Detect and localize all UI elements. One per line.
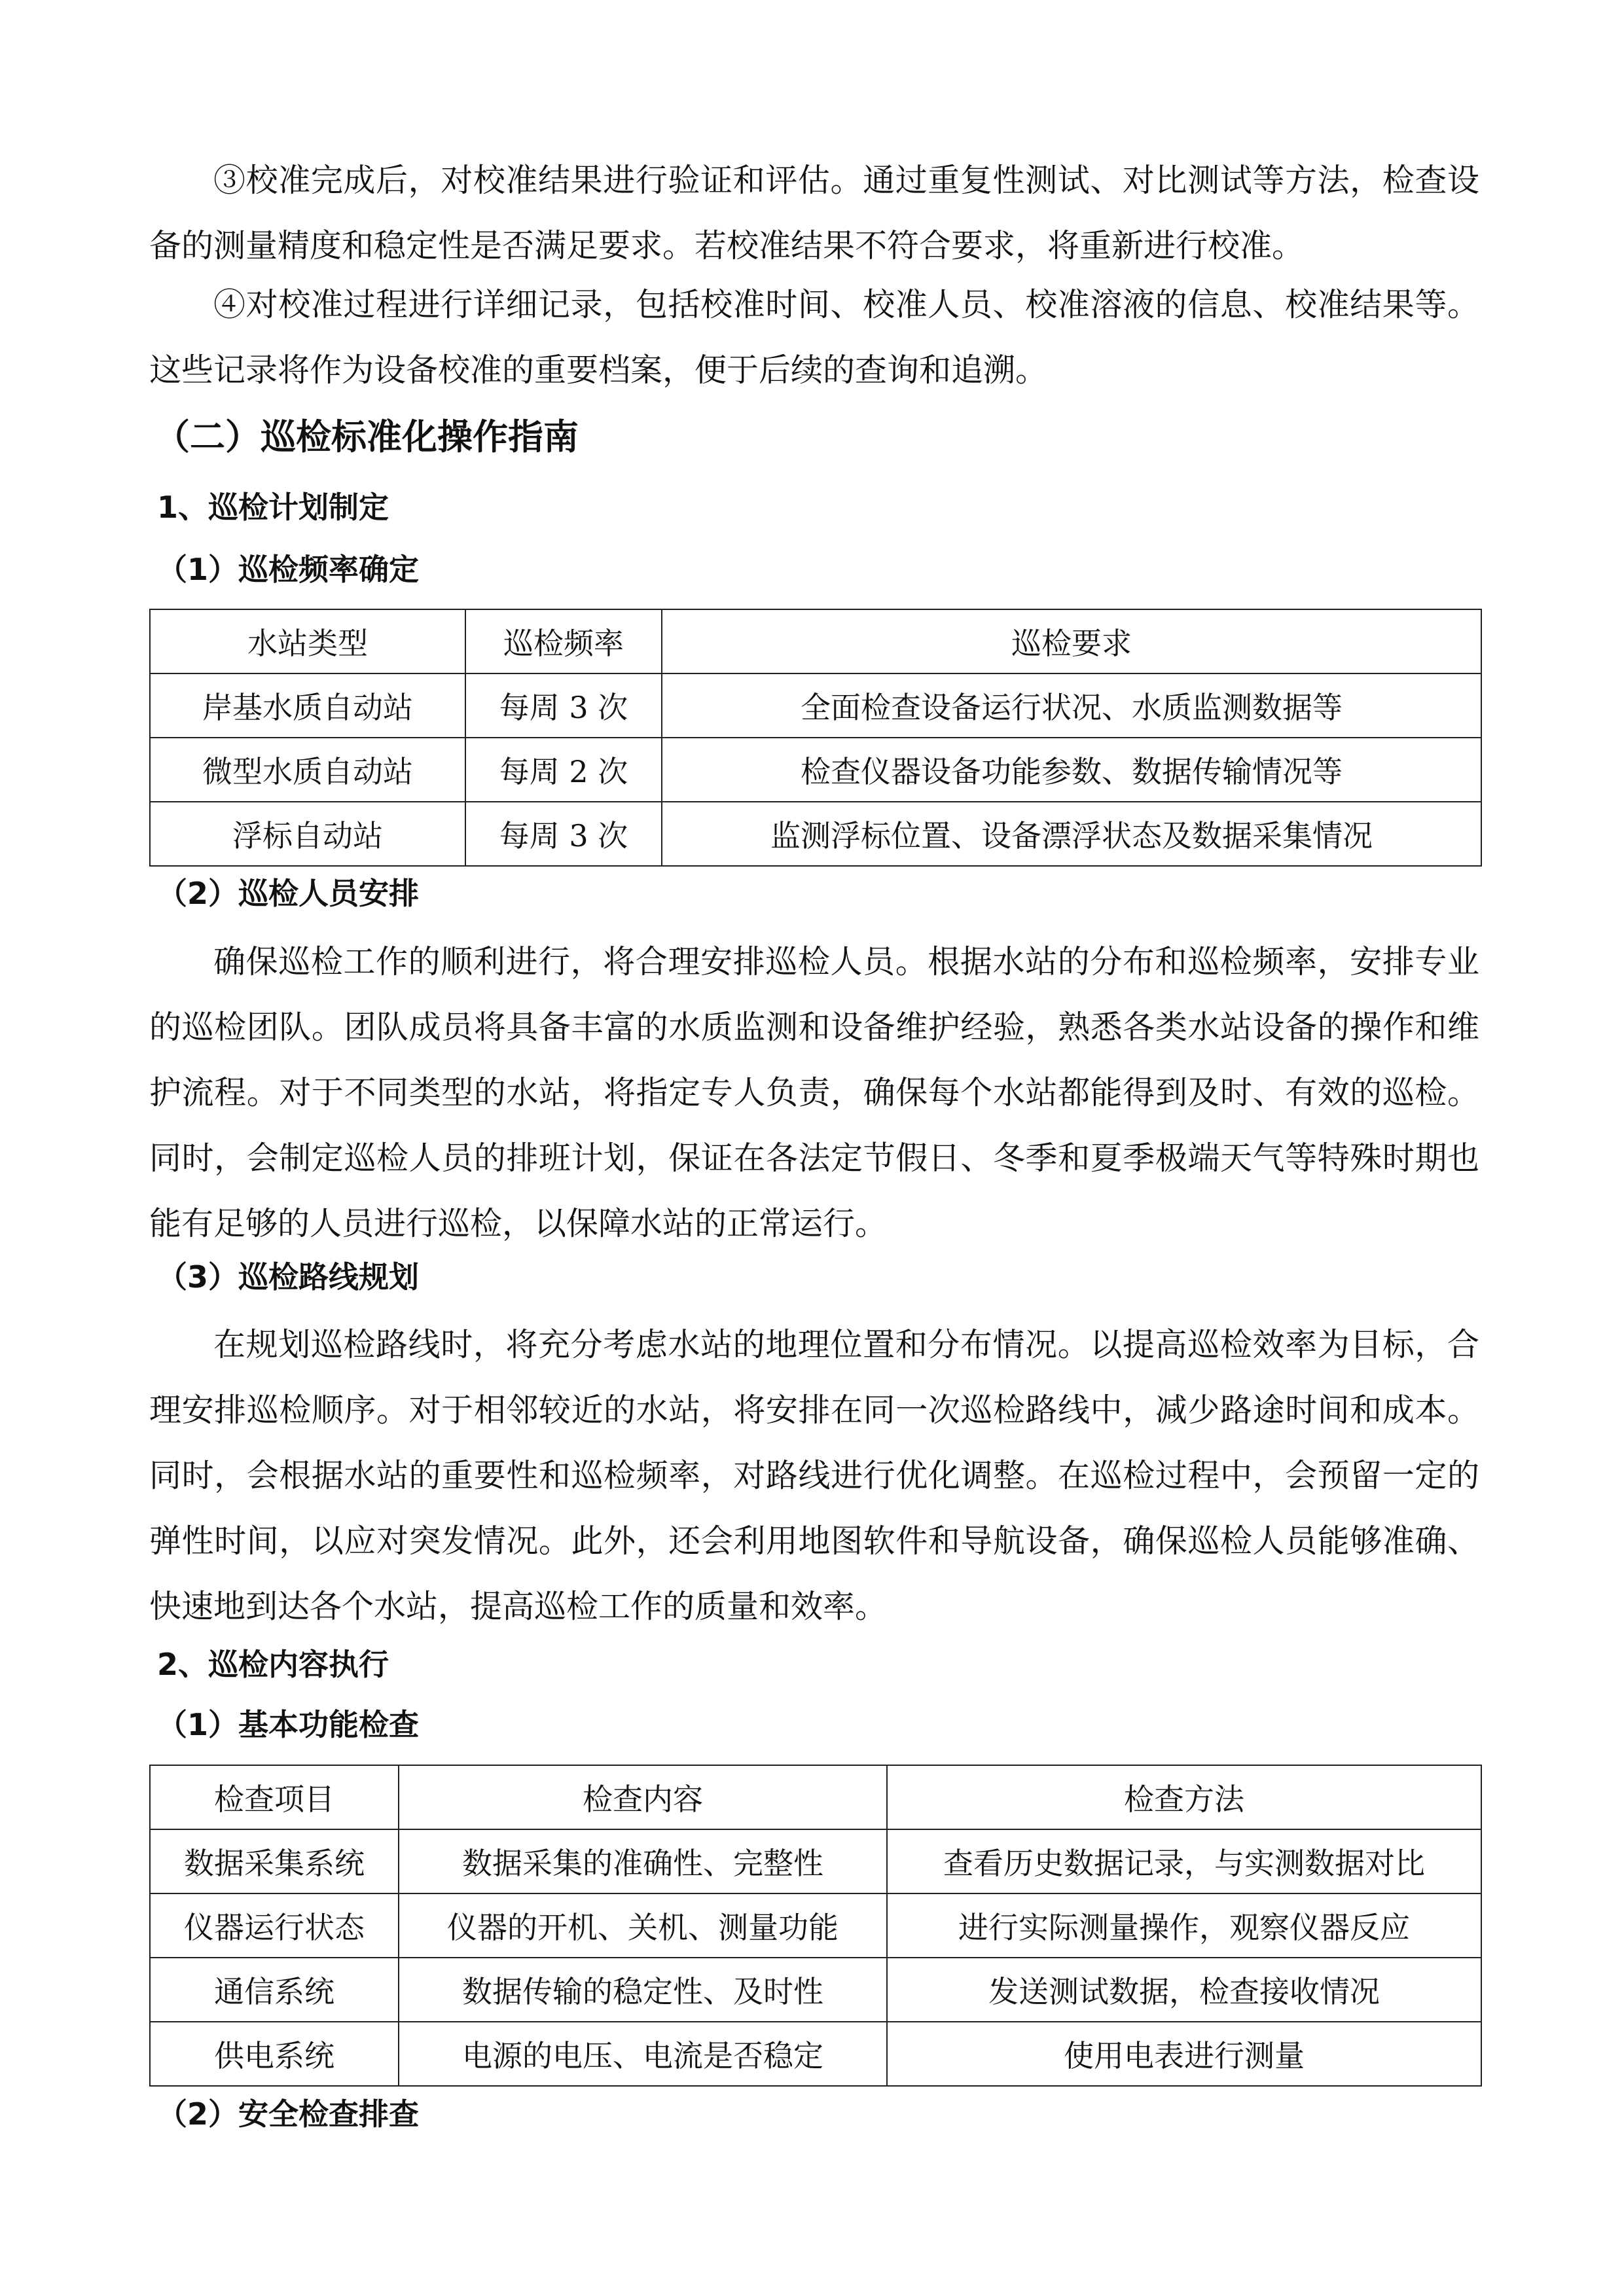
table-header-cell: 水站类型: [150, 609, 465, 673]
table-row: [150, 1958, 1481, 2022]
table-row: [150, 2022, 1481, 2086]
table-cell: 数据采集的准确性、完整性: [399, 1829, 887, 1893]
table-cell: 查看历史数据记录，与实测数据对比: [887, 1829, 1481, 1893]
table-row: [150, 1829, 1481, 1893]
table-row: [150, 802, 1481, 866]
table-cell: 数据采集系统: [150, 1829, 399, 1893]
table-cell: 进行实际测量操作，观察仪器反应: [887, 1893, 1481, 1958]
table-cell: 发送测试数据，检查接收情况: [887, 1958, 1481, 2022]
table-cell: 供电系统: [150, 2022, 399, 2086]
table-cell: 仪器的开机、关机、测量功能: [399, 1893, 887, 1958]
table-row: [150, 673, 1481, 738]
table-header-row: [150, 1765, 1481, 1829]
table-cell: 浮标自动站: [150, 802, 465, 866]
subsection-heading-inspection-plan: 1、巡检计划制定: [157, 490, 389, 525]
paragraph-route: 在规划巡检路线时，将充分考虑水站的地理位置和分布情况。以提高巡检效率为目标，合理安排巡检顺序。对于相邻较近的水站，将安排在同一次巡检路线中，减少路途时间和成本。同时，会根据水站的重要性和巡检频率，对路线进行优化调整。在巡检过程中，会预留一定的弹性时间，以应对突发情况。此外，还会利用地图软件和导航设备，确保巡检人员能够准确、快速地到达各个水站，提高巡检工作的质量和效率。: [149, 1326, 1479, 1625]
table-cell: 监测浮标位置、设备漂浮状态及数据采集情况: [662, 802, 1481, 866]
table-header-cell: 检查内容: [399, 1765, 887, 1829]
table-cell: 岸基水质自动站: [150, 673, 465, 738]
paragraph-personnel: 确保巡检工作的顺利进行，将合理安排巡检人员。根据水站的分布和巡检频率，安排专业的巡检团队。团队成员将具备丰富的水质监测和设备维护经验，熟悉各类水站设备的操作和维护流程。对于不同类型的水站，将指定专人负责，确保每个水站都能得到及时、有效的巡检。同时，会制定巡检人员的排班计划，保证在各法定节假日、冬季和夏季极端天气等特殊时期也能有足够的人员进行巡检，以保障水站的正常运行。: [149, 943, 1479, 1242]
table-cell: 全面检查设备运行状况、水质监测数据等: [662, 673, 1481, 738]
item-heading-basic-check: （1）基本功能检查: [157, 1707, 420, 1742]
table-cell: 每周 2 次: [465, 738, 662, 802]
item-heading-route: （3）巡检路线规划: [157, 1259, 420, 1295]
table-cell: 仪器运行状态: [150, 1893, 399, 1958]
subsection-heading-content-execution: 2、巡检内容执行: [157, 1647, 389, 1682]
table-cell: 每周 3 次: [465, 802, 662, 866]
table-cell: 数据传输的稳定性、及时性: [399, 1958, 887, 2022]
table-header-row: [150, 609, 1481, 673]
table-cell: 电源的电压、电流是否稳定: [399, 2022, 887, 2086]
basic-function-check-table: [149, 1765, 1482, 2087]
paragraph-calibration-record: ④对校准过程进行详细记录，包括校准时间、校准人员、校准溶液的信息、校准结果等。这些记录将作为设备校准的重要档案，便于后续的查询和追溯。: [149, 286, 1479, 389]
table-header-cell: 巡检要求: [662, 609, 1481, 673]
item-heading-frequency: （1）巡检频率确定: [157, 552, 420, 587]
table-cell: 检查仪器设备功能参数、数据传输情况等: [662, 738, 1481, 802]
table-header-cell: 检查方法: [887, 1765, 1481, 1829]
table-header-cell: 巡检频率: [465, 609, 662, 673]
section-heading-inspection-guide: （二）巡检标准化操作指南: [154, 416, 579, 457]
paragraph-calibration-verification: ③校准完成后，对校准结果进行验证和评估。通过重复性测试、对比测试等方法，检查设备的测量精度和稳定性是否满足要求。若校准结果不符合要求，将重新进行校准。: [149, 162, 1479, 264]
table-cell: 每周 3 次: [465, 673, 662, 738]
table-row: [150, 738, 1481, 802]
table-header-cell: 检查项目: [150, 1765, 399, 1829]
table-cell: 使用电表进行测量: [887, 2022, 1481, 2086]
table-cell: 微型水质自动站: [150, 738, 465, 802]
item-heading-personnel: （2）巡检人员安排: [157, 876, 420, 911]
table-row: [150, 1893, 1481, 1958]
table-cell: 通信系统: [150, 1958, 399, 2022]
inspection-frequency-table: [149, 609, 1482, 867]
item-heading-safety-check: （2）安全检查排查: [157, 2096, 420, 2132]
